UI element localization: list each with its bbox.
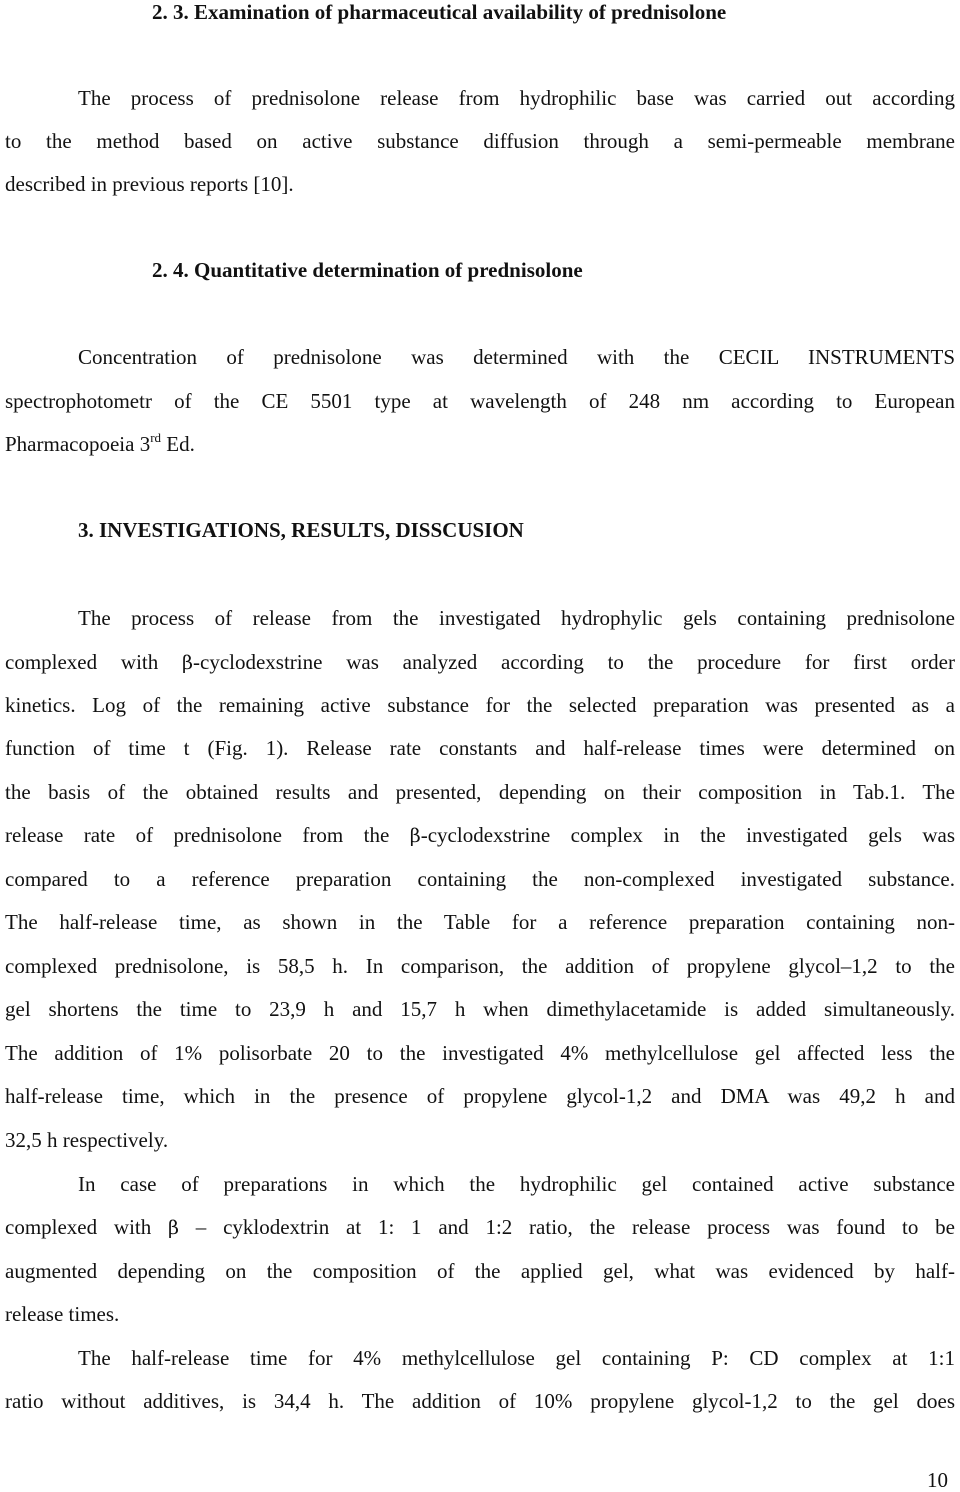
text-line: release times.	[5, 1302, 120, 1326]
text-line: kinetics. Log of the remaining active substance for the selected preparation was presented as a	[5, 693, 955, 717]
text-fragment: Ed.	[161, 432, 195, 456]
beta-symbol: β	[182, 652, 193, 674]
text-line	[5, 649, 955, 676]
text-line: In case of preparations in which the hydrophilic gel contained active substance	[78, 1172, 955, 1196]
superscript: rd	[150, 430, 162, 445]
text-line: compared to a reference preparation containing the non-complexed investigated substance.	[5, 867, 955, 891]
text-line: The addition of 1% polisorbate 20 to the investigated 4% methylcellulose gel affected less the	[5, 1041, 955, 1065]
text-line: augmented depending on the composition of the applied gel, what was evidenced by half-	[5, 1259, 955, 1283]
text-fragment: -cyclodexstrine complex in the investigated gels was	[420, 823, 955, 847]
text-fragment: release rate of prednisolone from the	[5, 823, 410, 847]
section-heading-2-3: 2. 3. Examination of pharmaceutical availability of prednisolone	[152, 0, 727, 24]
text-line: ratio without additives, is 34,4 h. The addition of 10% propylene glycol-1,2 to the gel does	[5, 1389, 955, 1413]
text-line	[5, 431, 955, 457]
section-heading-3: 3. INVESTIGATIONS, RESULTS, DISSCUSION	[78, 518, 524, 542]
text-line	[5, 822, 955, 849]
text-fragment: – cyklodextrin at 1: 1 and 1:2 ratio, the release process was found to be	[179, 1215, 955, 1239]
text-line: the basis of the obtained results and presented, depending on their composition in Tab.1. The	[5, 780, 955, 804]
beta-symbol: β	[168, 1217, 180, 1239]
text-line: The process of prednisolone release from hydrophilic base was carried out according	[78, 86, 955, 110]
text-fragment: complexed with	[5, 1215, 169, 1239]
text-fragment: Pharmacopoeia 3	[5, 432, 151, 456]
text-line: function of time t (Fig. 1). Release rate constants and half-release times were determined on	[5, 736, 955, 760]
section-heading-2-4: 2. 4. Quantitative determination of prednisolone	[152, 258, 583, 282]
text-line: spectrophotometr of the CE 5501 type at wavelength of 248 nm according to European	[5, 389, 955, 413]
text-line: half-release time, which in the presence of propylene glycol-1,2 and DMA was 49,2 h and	[5, 1084, 955, 1108]
text-line: gel shortens the time to 23,9 h and 15,7 h when dimethylacetamide is added simultaneously.	[5, 997, 955, 1021]
text-fragment: -cyclodexstrine was analyzed according to the procedure for first order	[193, 650, 956, 674]
text-line: Concentration of prednisolone was determined with the CECIL INSTRUMENTS	[78, 345, 955, 369]
text-fragment: complexed with	[5, 650, 183, 674]
text-line	[5, 1214, 955, 1241]
text-line: to the method based on active substance diffusion through a semi-permeable membrane	[5, 129, 955, 153]
text-line: The process of release from the investigated hydrophylic gels containing prednisolone	[78, 606, 955, 630]
text-line: The half-release time, as shown in the Table for a reference preparation containing non-	[5, 910, 955, 934]
text-line: described in previous reports [10].	[5, 172, 294, 196]
text-line: complexed prednisolone, is 58,5 h. In comparison, the addition of propylene glycol–1,2 to the	[5, 954, 955, 978]
page-number: 10	[927, 1468, 948, 1492]
text-line: 32,5 h respectively.	[5, 1128, 169, 1152]
beta-symbol: β	[409, 825, 421, 847]
text-line: The half-release time for 4% methylcellulose gel containing P: CD complex at 1:1	[78, 1346, 955, 1370]
